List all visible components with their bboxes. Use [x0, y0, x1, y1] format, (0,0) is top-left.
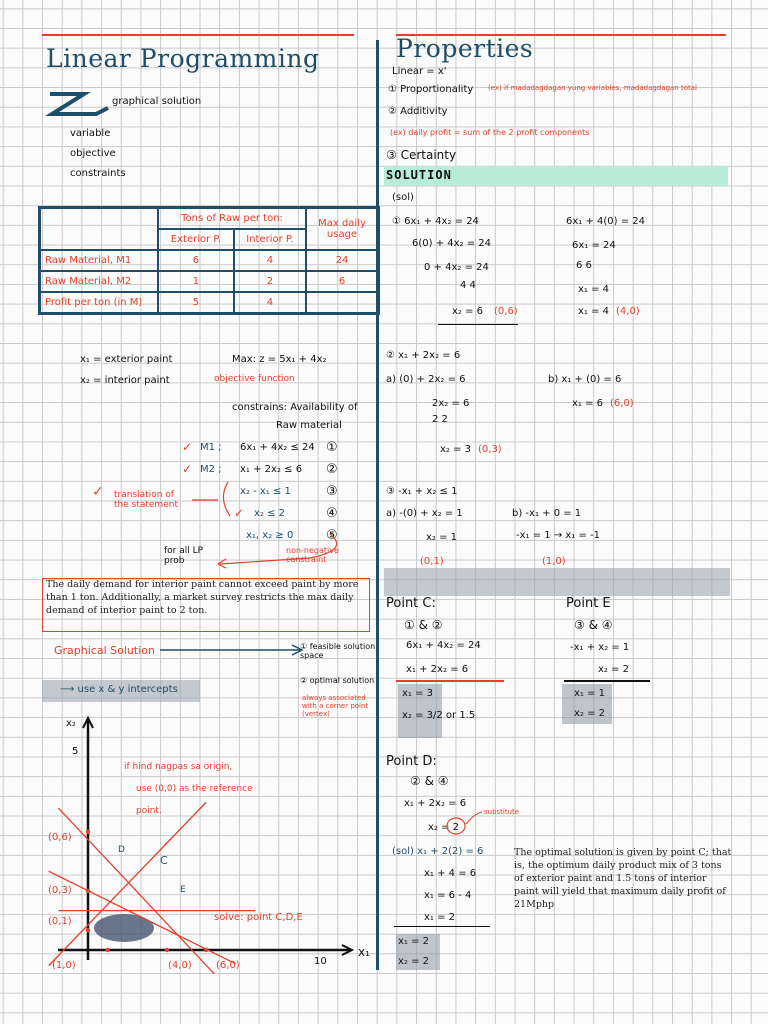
- method-label: graphical solution: [112, 96, 202, 107]
- var-x1: x₁ = exterior paint: [80, 354, 173, 365]
- top-rule-left: [42, 34, 354, 36]
- graphical-solution-label: Graphical Solution: [54, 644, 155, 657]
- eq2-line: 2 2: [432, 414, 448, 425]
- table-header-exterior: Exterior P.: [158, 229, 234, 250]
- var-x2: x₂ = interior paint: [80, 375, 170, 386]
- check-icon: ✓: [92, 484, 104, 500]
- constraint-num: ①: [326, 440, 338, 455]
- divider-line: [438, 324, 518, 325]
- divider-line: [396, 680, 504, 682]
- check-icon: ✓: [234, 506, 245, 520]
- origin-note-2: use (0,0) as the reference: [136, 784, 253, 794]
- pointC-title: Point C:: [386, 596, 436, 611]
- pointD-sol-line: x₁ + 4 = 6: [424, 868, 477, 879]
- cell-max: 24: [306, 250, 379, 271]
- eq3-head: ③ -x₁ + x₂ ≤ 1: [386, 486, 458, 497]
- forall-note: for all LP prob: [164, 546, 204, 566]
- cell-exterior: 1: [158, 271, 234, 292]
- eq1-result: x₂ = 6: [452, 306, 484, 317]
- pointD-sol-line: x₁ = 6 - 4: [424, 890, 472, 901]
- cell-interior: 4: [234, 292, 306, 314]
- x-axis-label: x₁: [358, 945, 370, 959]
- property-name: Additivity: [400, 106, 448, 117]
- statement-text: The daily demand for interior paint cannot exceed paint by more than 1 ton. Additionally, a market survey restricts the max daily demand of interior paint to 2 ton.: [46, 579, 359, 616]
- constraints-label-2: Raw material: [276, 420, 342, 431]
- constraint-num: ⑤: [326, 528, 338, 543]
- eq1-line: 4 4: [460, 280, 476, 291]
- constraint-expr: x₂ - x₁ ≤ 1: [240, 486, 291, 497]
- pointE-pair: ③ & ④: [574, 618, 613, 632]
- point-label: (0,6): [48, 832, 72, 843]
- pointD-res1: x₁ = 2: [398, 936, 430, 947]
- eq1-point: (4,0): [616, 306, 640, 317]
- cell-max: 6: [306, 271, 379, 292]
- eq1-line: 6 6: [576, 260, 592, 271]
- intercept-dot: [86, 830, 90, 834]
- pointD-line: x₂ = 2: [428, 822, 460, 833]
- cell-exterior: 6: [158, 250, 234, 271]
- corner-label: D: [118, 845, 125, 855]
- optimal-note: ② optimal solution: [300, 676, 375, 685]
- property-certainty: [386, 148, 456, 162]
- origin-note-1: if hind nagpas sa origin,: [124, 762, 233, 772]
- eq2-line: b) x₁ + (0) = 6: [548, 374, 622, 385]
- property-num: ②: [388, 106, 397, 117]
- eq2-line: a) (0) + 2x₂ = 6: [386, 374, 466, 385]
- divider-line: [394, 926, 490, 927]
- eq1-line: 0 + 4x₂ = 24: [424, 262, 489, 273]
- check-icon: ✓: [182, 440, 193, 454]
- optimal-sub: always associated with a corner point (vertex): [302, 694, 369, 718]
- eq2-point: (6,0): [610, 398, 634, 409]
- pointE-line: -x₁ + x₂ = 1: [570, 642, 630, 653]
- linear-note: Linear = x': [392, 66, 447, 77]
- property-additivity: [388, 106, 448, 117]
- constraint-expr: x₁, x₂ ≥ 0: [246, 530, 294, 541]
- pointE-title: Point E: [566, 596, 611, 611]
- intercept-dot: [106, 948, 110, 952]
- eq2-line: 2x₂ = 6: [432, 398, 470, 409]
- intercept-dot: [86, 928, 90, 932]
- point-label: (4,0): [168, 960, 192, 971]
- solution-header: SOLUTION: [386, 168, 452, 182]
- y-tick-label: 5: [72, 746, 79, 757]
- table-header-max: Max daily usage: [306, 208, 379, 251]
- table-row: [40, 271, 379, 292]
- constraint-expr: x₁ + 2x₂ ≤ 6: [240, 464, 303, 475]
- point-label: (0,1): [48, 916, 72, 927]
- conclusion-text: The optimal solution is given by point C; that is, the optimum daily product mix of 3 tons of exterior paint and 1.5 tons of interior paint will yield that maximum daily profit of 21Mphp: [514, 847, 732, 910]
- pointC-res1: x₁ = 3: [402, 688, 434, 699]
- table-header-group: Tons of Raw per ton:: [158, 208, 306, 230]
- corner-label: C: [160, 854, 168, 867]
- pointE-line: x₂ = 2: [598, 664, 630, 675]
- separator-highlight: [384, 568, 730, 596]
- circle-mark-icon: [444, 812, 484, 842]
- use-intercepts-note: [60, 684, 178, 695]
- component-constraints: constraints: [70, 168, 126, 179]
- eq3-point: (1,0): [542, 556, 566, 567]
- substitute-note: substitute: [484, 808, 520, 816]
- constraint-num: ③: [326, 484, 338, 499]
- row-label: Profit per ton (in M): [40, 292, 159, 314]
- property-note: (ex) daily profit = sum of the 2 profit components: [390, 128, 590, 137]
- constraint-tag: M2 ;: [200, 464, 222, 475]
- pointD-sol-line: (sol) x₁ + 2(2) = 6: [392, 846, 484, 857]
- page-title: Linear Programming: [46, 44, 320, 73]
- pointC-line: 6x₁ + 4x₂ = 24: [406, 640, 481, 651]
- point-label: (0,3): [48, 885, 72, 896]
- row-label: Raw Material, M1: [40, 250, 159, 271]
- objective-note: objective function: [214, 374, 295, 384]
- sol-label: (sol): [392, 192, 414, 203]
- column-divider: [376, 40, 379, 970]
- pointC-res2: x₂ = 3/2 or 1.5: [402, 710, 476, 721]
- component-variable: variable: [70, 128, 111, 139]
- raw-material-table: [38, 206, 380, 315]
- property-note: (ex) if madadagdagan yung variables, madadagdagan total: [488, 84, 697, 92]
- eq3-point: (0,1): [420, 556, 444, 567]
- eq1-point: (0,6): [494, 306, 518, 317]
- nonneg-note: non-negative constraint: [286, 546, 339, 564]
- intercept-dot: [204, 948, 208, 952]
- constraint-expr: 6x₁ + 4x₂ ≤ 24: [240, 442, 315, 453]
- pointE-res1: x₁ = 1: [574, 688, 606, 699]
- point-label: (6,0): [216, 960, 240, 971]
- row-label: Raw Material, M2: [40, 271, 159, 292]
- cell-exterior: 5: [158, 292, 234, 314]
- eq1-line: 6x₁ + 4(0) = 24: [566, 216, 646, 227]
- table-header-interior: Interior P.: [234, 229, 306, 250]
- solve-note: solve: point C,D,E: [214, 912, 303, 923]
- eq2-line: x₁ = 6: [572, 398, 604, 409]
- constraint-num: ④: [326, 506, 338, 521]
- pointC-line: x₁ + 2x₂ = 6: [406, 664, 469, 675]
- property-name: Certainty: [400, 148, 457, 162]
- component-objective: objective: [70, 148, 116, 159]
- pointC-pair: ① & ②: [404, 618, 443, 632]
- pointD-pair: ② & ④: [410, 774, 449, 788]
- eq1-line: 6x₁ = 24: [572, 240, 616, 251]
- divider-line: [564, 680, 650, 682]
- property-num: ③: [386, 148, 397, 162]
- eq3-line: a) -(0) + x₂ = 1: [386, 508, 463, 519]
- z-glyph-icon: [44, 90, 114, 120]
- pointD-sol-line: x₁ = 2: [424, 912, 456, 923]
- eq1-line: 6(0) + 4x₂ = 24: [412, 238, 492, 249]
- cell-interior: 4: [234, 250, 306, 271]
- eq2-result: x₂ = 3: [440, 444, 472, 455]
- use-intercepts-text: use x & y intercepts: [77, 684, 178, 695]
- corner-label: E: [180, 885, 186, 895]
- constraint-expr: x₂ ≤ 2: [254, 508, 286, 519]
- eq3-line: -x₁ = 1 → x₁ = -1: [516, 530, 601, 541]
- eq1-result: x₁ = 4: [578, 306, 610, 317]
- intercept-dot: [86, 889, 90, 893]
- eq1-line: ① 6x₁ + 4x₂ = 24: [392, 216, 479, 227]
- constraint-num: ②: [326, 462, 338, 477]
- table-row: [40, 292, 379, 314]
- nonneg-arrow-icon: [200, 530, 360, 570]
- bracket-arrow-icon: [188, 480, 248, 520]
- eq2-point: (0,3): [478, 444, 502, 455]
- pointD-res2: x₂ = 2: [398, 956, 430, 967]
- pointD-title: Point D:: [386, 754, 437, 769]
- property-proportionality: [388, 84, 473, 95]
- constraint-tag: M1 ;: [200, 442, 222, 453]
- y-axis-label: x₂: [66, 718, 76, 729]
- objective-expr: Max: z = 5x₁ + 4x₂: [232, 354, 327, 365]
- cell-interior: 2: [234, 271, 306, 292]
- origin-note-3: point.: [136, 806, 162, 816]
- x-tick-label: 10: [314, 956, 327, 967]
- constraints-label: constrains: Availability of: [232, 402, 358, 413]
- point-label: (1,0): [52, 960, 76, 971]
- eq3-line: x₂ = 1: [426, 532, 458, 543]
- pointE-res2: x₂ = 2: [574, 708, 606, 719]
- table-corner: [40, 208, 159, 251]
- pointD-line: x₁ + 2x₂ = 6: [404, 798, 467, 809]
- properties-title: Properties: [396, 34, 534, 63]
- arrow-right-icon: ⟶: [60, 684, 78, 695]
- feasible-note: ① feasible solution space: [300, 642, 376, 660]
- intercept-dot: [165, 948, 169, 952]
- cell-max: [306, 292, 379, 314]
- eq3-line: b) -x₁ + 0 = 1: [512, 508, 582, 519]
- eq1-line: x₁ = 4: [578, 284, 610, 295]
- eq2-head: ② x₁ + 2x₂ = 6: [386, 350, 461, 361]
- translation-note: translation of the statement: [114, 490, 178, 510]
- check-icon: ✓: [182, 462, 193, 476]
- table-row: [40, 250, 379, 271]
- property-name: Proportionality: [400, 84, 474, 95]
- feasible-region-graph: [40, 700, 370, 975]
- property-num: ①: [388, 84, 397, 95]
- arrow-right-icon: [160, 644, 310, 656]
